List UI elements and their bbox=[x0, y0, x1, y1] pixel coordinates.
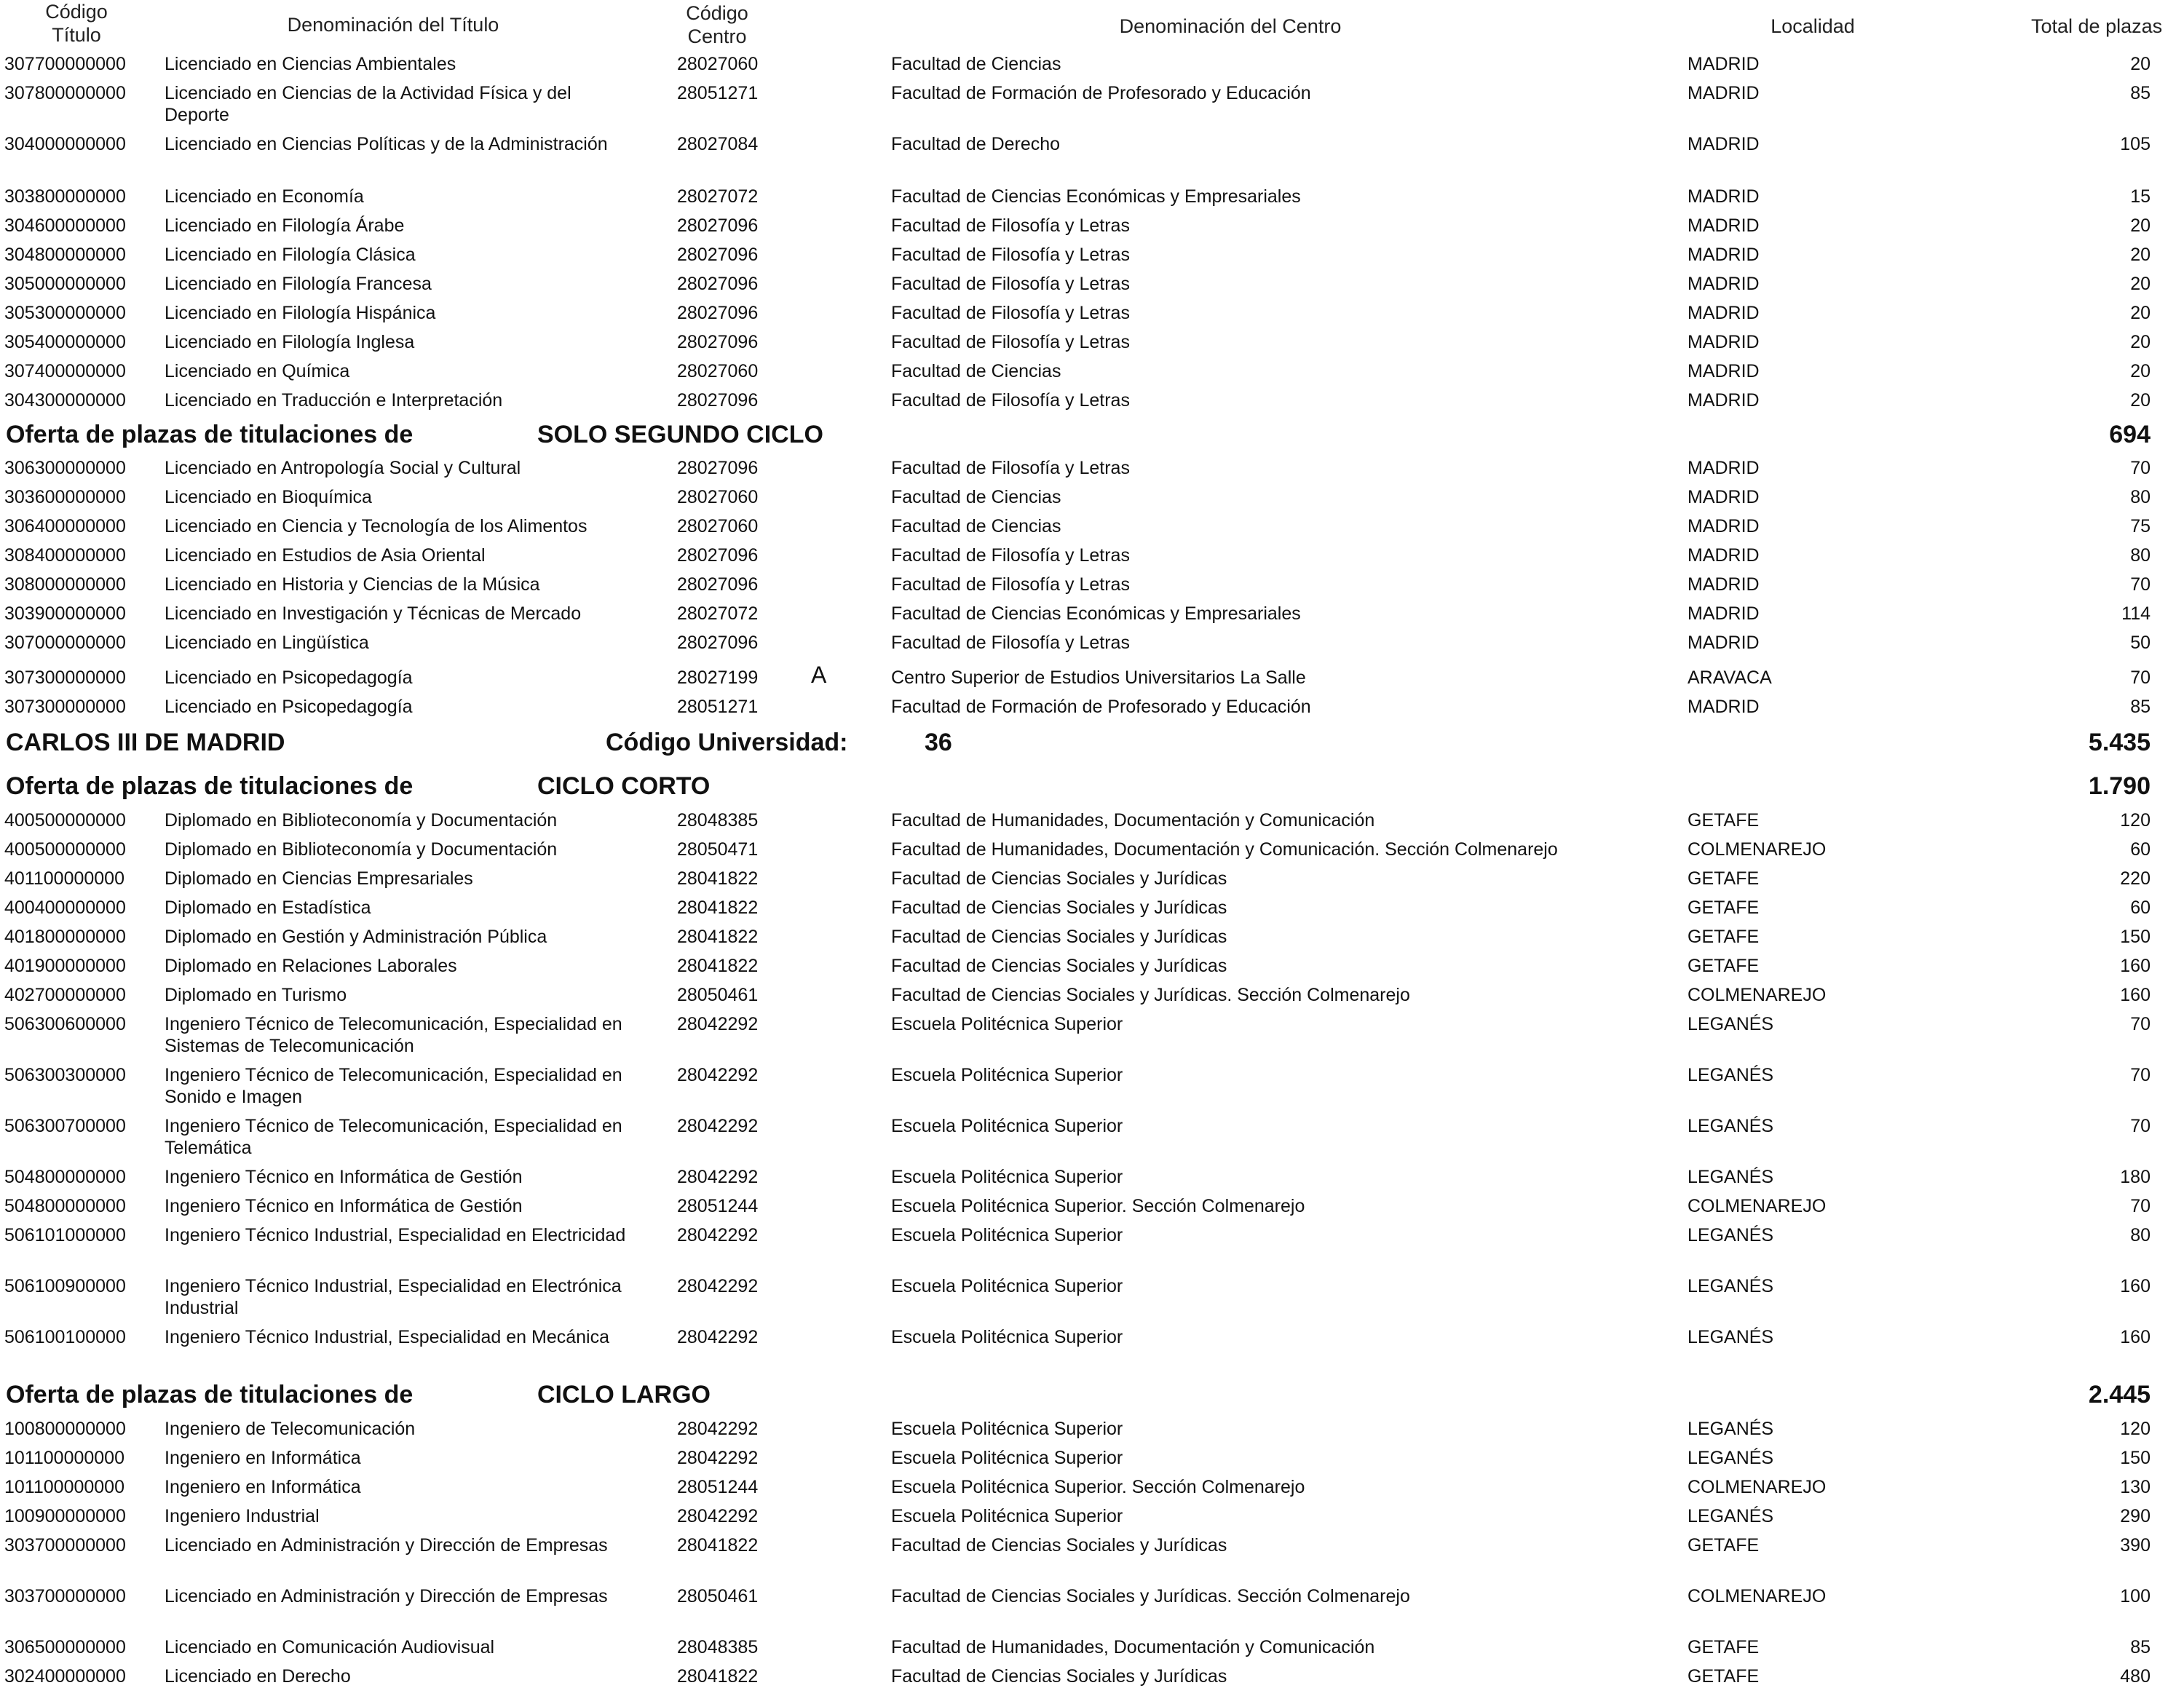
localidad: GETAFE bbox=[1688, 1666, 1760, 1687]
denominacion-centro: Escuela Politécnica Superior bbox=[891, 1419, 1123, 1439]
header-localidad: Localidad bbox=[1770, 15, 1855, 37]
total-plazas: 70 bbox=[2130, 1116, 2151, 1136]
denominacion-titulo: Ingeniero Industrial bbox=[165, 1506, 320, 1526]
denominacion-centro: Facultad de Ciencias Sociales y Jurídicas bbox=[891, 927, 1227, 947]
denominacion-titulo: Licenciado en Historia y Ciencias de la Música bbox=[165, 574, 540, 595]
localidad: MADRID bbox=[1688, 545, 1760, 566]
total-plazas: 75 bbox=[2130, 516, 2151, 536]
codigo-centro: 28027096 bbox=[677, 545, 759, 566]
denominacion-titulo: Ingeniero Técnico de Telecomunicación, Especialidad en Sonido e Imagen bbox=[165, 1065, 622, 1107]
section-label: Oferta de plazas de titulaciones de bbox=[6, 1381, 414, 1408]
denominacion-titulo: Licenciado en Ciencia y Tecnología de los Alimentos bbox=[165, 516, 587, 536]
header-total-plazas: Total de plazas bbox=[2031, 15, 2163, 37]
denominacion-titulo: Licenciado en Química bbox=[165, 361, 350, 381]
localidad: MADRID bbox=[1688, 487, 1760, 507]
codigo-centro: 28027060 bbox=[677, 54, 759, 74]
section-tipo: SOLO SEGUNDO CICLO bbox=[537, 421, 823, 448]
denominacion-centro: Facultad de Formación de Profesorado y Educación bbox=[891, 697, 1311, 717]
denominacion-centro: Facultad de Ciencias Sociales y Jurídicas bbox=[891, 868, 1227, 889]
total-plazas: 20 bbox=[2130, 54, 2151, 74]
codigo-centro: 28050461 bbox=[677, 985, 759, 1005]
codigo-centro: 28048385 bbox=[677, 1637, 759, 1657]
denominacion-titulo: Ingeniero Técnico Industrial, Especialidad en Electricidad bbox=[165, 1225, 626, 1245]
localidad: MADRID bbox=[1688, 332, 1760, 352]
codigo-titulo: 308000000000 bbox=[4, 574, 126, 595]
codigo-centro: 28051244 bbox=[677, 1477, 759, 1497]
total-plazas: 100 bbox=[2120, 1586, 2151, 1606]
codigo-centro: 28041822 bbox=[677, 927, 759, 947]
denominacion-centro: Facultad de Ciencias Económicas y Empresariales bbox=[891, 186, 1301, 207]
total-plazas: 20 bbox=[2130, 303, 2151, 323]
codigo-titulo: 307400000000 bbox=[4, 361, 126, 381]
codigo-titulo: 305400000000 bbox=[4, 332, 126, 352]
localidad: MADRID bbox=[1688, 603, 1760, 624]
codigo-centro: 28027096 bbox=[677, 332, 759, 352]
denominacion-centro: Facultad de Ciencias bbox=[891, 487, 1061, 507]
denominacion-titulo: Licenciado en Comunicación Audiovisual bbox=[165, 1637, 495, 1657]
denominacion-centro: Facultad de Ciencias Económicas y Empresariales bbox=[891, 603, 1301, 624]
denominacion-centro: Facultad de Filosofía y Letras bbox=[891, 545, 1130, 566]
codigo-centro: 28050461 bbox=[677, 1586, 759, 1606]
denominacion-titulo: Diplomado en Biblioteconomía y Documentación bbox=[165, 810, 558, 831]
codigo-titulo: 506300600000 bbox=[4, 1014, 126, 1034]
denominacion-centro: Facultad de Ciencias Sociales y Jurídicas bbox=[891, 1535, 1227, 1556]
denominacion-titulo: Ingeniero Técnico de Telecomunicación, Especialidad en Sistemas de Telecomunicación bbox=[165, 1014, 622, 1056]
codigo-centro: 28027096 bbox=[677, 390, 759, 411]
total-plazas: 85 bbox=[2130, 83, 2151, 103]
localidad: MADRID bbox=[1688, 633, 1760, 653]
codigo-centro: 28042292 bbox=[677, 1506, 759, 1526]
codigo-titulo: 506101000000 bbox=[4, 1225, 126, 1245]
codigo-centro: 28027084 bbox=[677, 134, 759, 154]
total-plazas: 150 bbox=[2120, 1448, 2151, 1468]
denominacion-centro: Escuela Politécnica Superior bbox=[891, 1506, 1123, 1526]
localidad: LEGANÉS bbox=[1688, 1167, 1774, 1187]
localidad: GETAFE bbox=[1688, 868, 1760, 889]
codigo-centro: 28027060 bbox=[677, 487, 759, 507]
localidad: MADRID bbox=[1688, 516, 1760, 536]
codigo-titulo: 307800000000 bbox=[4, 83, 126, 103]
codigo-centro: 28027096 bbox=[677, 458, 759, 478]
denominacion-centro: Facultad de Filosofía y Letras bbox=[891, 574, 1130, 595]
denominacion-centro: Facultad de Ciencias bbox=[891, 361, 1061, 381]
codigo-centro: 28027072 bbox=[677, 603, 759, 624]
total-plazas: 105 bbox=[2120, 134, 2151, 154]
denominacion-titulo: Licenciado en Filología Francesa bbox=[165, 274, 432, 294]
localidad: MADRID bbox=[1688, 303, 1760, 323]
total-plazas: 290 bbox=[2120, 1506, 2151, 1526]
localidad: MADRID bbox=[1688, 390, 1760, 411]
total-plazas: 390 bbox=[2120, 1535, 2151, 1556]
denominacion-titulo: Licenciado en Derecho bbox=[165, 1666, 351, 1687]
marca: A bbox=[811, 662, 827, 688]
codigo-titulo: 506300300000 bbox=[4, 1065, 126, 1085]
total-plazas: 130 bbox=[2120, 1477, 2151, 1497]
localidad: LEGANÉS bbox=[1688, 1327, 1774, 1347]
denominacion-centro: Escuela Politécnica Superior bbox=[891, 1167, 1123, 1187]
codigo-centro: 28042292 bbox=[677, 1448, 759, 1468]
codigo-centro: 28027060 bbox=[677, 516, 759, 536]
codigo-titulo: 504800000000 bbox=[4, 1196, 126, 1216]
localidad: MADRID bbox=[1688, 458, 1760, 478]
university-code-label: Código Universidad: bbox=[606, 729, 848, 756]
total-plazas: 80 bbox=[2130, 487, 2151, 507]
total-plazas: 160 bbox=[2120, 985, 2151, 1005]
codigo-titulo: 306300000000 bbox=[4, 458, 126, 478]
total-plazas: 480 bbox=[2120, 1666, 2151, 1687]
total-plazas: 120 bbox=[2120, 1419, 2151, 1439]
header-denominacion-centro: Denominación del Centro bbox=[1119, 15, 1342, 37]
denominacion-centro: Facultad de Filosofía y Letras bbox=[891, 215, 1130, 236]
localidad: LEGANÉS bbox=[1688, 1419, 1774, 1439]
localidad: LEGANÉS bbox=[1688, 1448, 1774, 1468]
denominacion-centro: Facultad de Ciencias bbox=[891, 54, 1061, 74]
total-plazas: 20 bbox=[2130, 390, 2151, 411]
denominacion-centro: Escuela Politécnica Superior bbox=[891, 1225, 1123, 1245]
localidad: MADRID bbox=[1688, 574, 1760, 595]
localidad: MADRID bbox=[1688, 361, 1760, 381]
codigo-centro: 28027096 bbox=[677, 303, 759, 323]
denominacion-centro: Facultad de Humanidades, Documentación y Comunicación bbox=[891, 810, 1375, 831]
denominacion-centro: Facultad de Ciencias Sociales y Jurídicas bbox=[891, 1666, 1227, 1687]
total-plazas: 160 bbox=[2120, 956, 2151, 976]
denominacion-titulo: Licenciado en Ciencias de la Actividad Física y del Deporte bbox=[165, 83, 571, 125]
localidad: LEGANÉS bbox=[1688, 1225, 1774, 1245]
denominacion-titulo: Licenciado en Psicopedagogía bbox=[165, 667, 413, 688]
denominacion-centro: Facultad de Filosofía y Letras bbox=[891, 458, 1130, 478]
denominacion-centro: Escuela Politécnica Superior. Sección Colmenarejo bbox=[891, 1196, 1305, 1216]
codigo-centro: 28051244 bbox=[677, 1196, 759, 1216]
denominacion-centro: Facultad de Ciencias Sociales y Jurídicas. Sección Colmenarejo bbox=[891, 985, 1410, 1005]
denominacion-titulo: Licenciado en Bioquímica bbox=[165, 487, 372, 507]
section-label: Oferta de plazas de titulaciones de bbox=[6, 772, 414, 800]
codigo-centro: 28027096 bbox=[677, 633, 759, 653]
codigo-centro: 28051271 bbox=[677, 83, 759, 103]
codigo-titulo: 101100000000 bbox=[4, 1448, 124, 1468]
localidad: COLMENAREJO bbox=[1688, 1196, 1827, 1216]
codigo-centro: 28050471 bbox=[677, 839, 759, 860]
denominacion-titulo: Diplomado en Turismo bbox=[165, 985, 347, 1005]
codigo-centro: 28042292 bbox=[677, 1116, 759, 1136]
university-name: CARLOS III DE MADRID bbox=[6, 729, 285, 756]
localidad: LEGANÉS bbox=[1688, 1116, 1774, 1136]
total-plazas: 160 bbox=[2120, 1276, 2151, 1296]
codigo-titulo: 303600000000 bbox=[4, 487, 126, 507]
localidad: COLMENAREJO bbox=[1688, 1586, 1827, 1606]
total-plazas: 60 bbox=[2130, 898, 2151, 918]
denominacion-titulo: Licenciado en Ciencias Ambientales bbox=[165, 54, 456, 74]
codigo-titulo: 304300000000 bbox=[4, 390, 126, 411]
codigo-centro: 28042292 bbox=[677, 1419, 759, 1439]
total-plazas: 50 bbox=[2130, 633, 2151, 653]
codigo-centro: 28041822 bbox=[677, 898, 759, 918]
denominacion-titulo: Licenciado en Filología Clásica bbox=[165, 245, 416, 265]
localidad: MADRID bbox=[1688, 697, 1760, 717]
denominacion-titulo: Ingeniero Técnico de Telecomunicación, Especialidad en Telemática bbox=[165, 1116, 622, 1158]
localidad: MADRID bbox=[1688, 54, 1760, 74]
total-plazas: 80 bbox=[2130, 1225, 2151, 1245]
denominacion-titulo: Licenciado en Traducción e Interpretación bbox=[165, 390, 503, 411]
localidad: MADRID bbox=[1688, 186, 1760, 207]
total-plazas: 70 bbox=[2130, 1014, 2151, 1034]
denominacion-titulo: Ingeniero Técnico Industrial, Especialidad en Mecánica bbox=[165, 1327, 610, 1347]
denominacion-titulo: Diplomado en Relaciones Laborales bbox=[165, 956, 457, 976]
codigo-centro: 28027199 bbox=[677, 667, 759, 688]
codigo-titulo: 306400000000 bbox=[4, 516, 126, 536]
denominacion-centro: Facultad de Derecho bbox=[891, 134, 1061, 154]
total-plazas: 114 bbox=[2121, 603, 2151, 624]
localidad: GETAFE bbox=[1688, 810, 1760, 831]
denominacion-centro: Escuela Politécnica Superior bbox=[891, 1276, 1123, 1296]
denominacion-titulo: Ingeniero en Informática bbox=[165, 1477, 361, 1497]
denominacion-centro: Escuela Politécnica Superior bbox=[891, 1014, 1123, 1034]
codigo-titulo: 506100900000 bbox=[4, 1276, 126, 1296]
denominacion-centro: Escuela Politécnica Superior bbox=[891, 1327, 1123, 1347]
codigo-titulo: 401800000000 bbox=[4, 927, 126, 947]
codigo-centro: 28027072 bbox=[677, 186, 759, 207]
codigo-titulo: 506300700000 bbox=[4, 1116, 126, 1136]
total-plazas: 220 bbox=[2120, 868, 2151, 889]
codigo-centro: 28048385 bbox=[677, 810, 759, 831]
denominacion-titulo: Licenciado en Psicopedagogía bbox=[165, 697, 413, 717]
codigo-titulo: 303900000000 bbox=[4, 603, 126, 624]
denominacion-titulo: Ingeniero en Informática bbox=[165, 1448, 361, 1468]
codigo-centro: 28027096 bbox=[677, 574, 759, 595]
codigo-titulo: 308400000000 bbox=[4, 545, 126, 566]
codigo-titulo: 504800000000 bbox=[4, 1167, 126, 1187]
denominacion-centro: Facultad de Filosofía y Letras bbox=[891, 332, 1130, 352]
total-plazas: 70 bbox=[2130, 574, 2151, 595]
header-codigo-centro: Código Centro bbox=[686, 2, 748, 47]
denominacion-centro: Centro Superior de Estudios Universitarios La Salle bbox=[891, 667, 1306, 688]
codigo-titulo: 402700000000 bbox=[4, 985, 126, 1005]
denominacion-titulo: Licenciado en Ciencias Políticas y de la Administración bbox=[165, 134, 608, 154]
denominacion-titulo: Ingeniero de Telecomunicación bbox=[165, 1419, 416, 1439]
denominacion-centro: Facultad de Formación de Profesorado y Educación bbox=[891, 83, 1311, 103]
denominacion-titulo: Licenciado en Antropología Social y Cultural bbox=[165, 458, 521, 478]
total-plazas: 160 bbox=[2120, 1327, 2151, 1347]
total-plazas: 20 bbox=[2130, 332, 2151, 352]
localidad: GETAFE bbox=[1688, 956, 1760, 976]
total-plazas: 70 bbox=[2130, 667, 2151, 688]
codigo-centro: 28041822 bbox=[677, 868, 759, 889]
denominacion-centro: Facultad de Filosofía y Letras bbox=[891, 633, 1130, 653]
total-plazas: 60 bbox=[2130, 839, 2151, 860]
denominacion-centro: Facultad de Ciencias Sociales y Jurídicas. Sección Colmenarejo bbox=[891, 1586, 1410, 1606]
codigo-centro: 28041822 bbox=[677, 1535, 759, 1556]
localidad: MADRID bbox=[1688, 274, 1760, 294]
localidad: LEGANÉS bbox=[1688, 1065, 1774, 1085]
codigo-titulo: 305000000000 bbox=[4, 274, 126, 294]
denominacion-titulo: Diplomado en Biblioteconomía y Documentación bbox=[165, 839, 558, 860]
university-code: 36 bbox=[925, 729, 952, 756]
denominacion-titulo: Licenciado en Administración y Dirección de Empresas bbox=[165, 1586, 608, 1606]
denominacion-titulo: Licenciado en Filología Hispánica bbox=[165, 303, 436, 323]
denominacion-titulo: Licenciado en Filología Inglesa bbox=[165, 332, 415, 352]
denominacion-titulo: Licenciado en Economía bbox=[165, 186, 364, 207]
codigo-titulo: 303700000000 bbox=[4, 1535, 126, 1556]
denominacion-centro: Facultad de Filosofía y Letras bbox=[891, 274, 1130, 294]
localidad: COLMENAREJO bbox=[1688, 985, 1827, 1005]
codigo-titulo: 302400000000 bbox=[4, 1666, 126, 1687]
denominacion-centro: Facultad de Ciencias bbox=[891, 516, 1061, 536]
codigo-titulo: 401100000000 bbox=[4, 868, 124, 889]
localidad: LEGANÉS bbox=[1688, 1506, 1774, 1526]
total-plazas: 70 bbox=[2130, 1065, 2151, 1085]
localidad: MADRID bbox=[1688, 134, 1760, 154]
codigo-titulo: 306500000000 bbox=[4, 1637, 126, 1657]
denominacion-centro: Escuela Politécnica Superior bbox=[891, 1116, 1123, 1136]
denominacion-centro: Escuela Politécnica Superior. Sección Colmenarejo bbox=[891, 1477, 1305, 1497]
total-plazas: 20 bbox=[2130, 215, 2151, 236]
codigo-titulo: 307000000000 bbox=[4, 633, 126, 653]
codigo-centro: 28042292 bbox=[677, 1225, 759, 1245]
total-plazas: 70 bbox=[2130, 1196, 2151, 1216]
section-tipo: CICLO CORTO bbox=[537, 772, 711, 800]
codigo-titulo: 400400000000 bbox=[4, 898, 126, 918]
denominacion-titulo: Licenciado en Administración y Dirección de Empresas bbox=[165, 1535, 608, 1556]
codigo-centro: 28041822 bbox=[677, 1666, 759, 1687]
codigo-titulo: 304600000000 bbox=[4, 215, 126, 236]
localidad: GETAFE bbox=[1688, 1637, 1760, 1657]
total-plazas: 120 bbox=[2120, 810, 2151, 831]
total-plazas: 150 bbox=[2120, 927, 2151, 947]
codigo-titulo: 400500000000 bbox=[4, 810, 126, 831]
localidad: GETAFE bbox=[1688, 1535, 1760, 1556]
university-total: 5.435 bbox=[2088, 729, 2151, 756]
denominacion-titulo: Licenciado en Estudios de Asia Oriental bbox=[165, 545, 486, 566]
localidad: LEGANÉS bbox=[1688, 1014, 1774, 1034]
denominacion-titulo: Diplomado en Ciencias Empresariales bbox=[165, 868, 473, 889]
denominacion-centro: Facultad de Humanidades, Documentación y Comunicación. Sección Colmenarejo bbox=[891, 839, 1558, 860]
denominacion-centro: Facultad de Filosofía y Letras bbox=[891, 245, 1130, 265]
header-codigo-titulo: Código Título bbox=[45, 1, 108, 46]
denominacion-centro: Facultad de Filosofía y Letras bbox=[891, 390, 1130, 411]
denominacion-centro: Escuela Politécnica Superior bbox=[891, 1065, 1123, 1085]
section-total: 2.445 bbox=[2088, 1381, 2151, 1408]
total-plazas: 85 bbox=[2130, 1637, 2151, 1657]
denominacion-centro: Facultad de Ciencias Sociales y Jurídicas bbox=[891, 956, 1227, 976]
denominacion-titulo: Ingeniero Técnico Industrial, Especialidad en Electrónica Industrial bbox=[165, 1276, 622, 1318]
codigo-titulo: 307700000000 bbox=[4, 54, 126, 74]
section-label: Oferta de plazas de titulaciones de bbox=[6, 421, 414, 448]
total-plazas: 180 bbox=[2120, 1167, 2151, 1187]
total-plazas: 20 bbox=[2130, 245, 2151, 265]
localidad: COLMENAREJO bbox=[1688, 839, 1827, 860]
denominacion-titulo: Ingeniero Técnico en Informática de Gestión bbox=[165, 1167, 523, 1187]
localidad: ARAVACA bbox=[1688, 667, 1772, 688]
codigo-titulo: 303800000000 bbox=[4, 186, 126, 207]
localidad: MADRID bbox=[1688, 245, 1760, 265]
codigo-titulo: 101100000000 bbox=[4, 1477, 124, 1497]
total-plazas: 20 bbox=[2130, 361, 2151, 381]
localidad: LEGANÉS bbox=[1688, 1276, 1774, 1296]
header-denominacion-titulo: Denominación del Título bbox=[287, 14, 499, 36]
section-tipo: CICLO LARGO bbox=[537, 1381, 711, 1408]
localidad: COLMENAREJO bbox=[1688, 1477, 1827, 1497]
codigo-centro: 28051271 bbox=[677, 697, 759, 717]
total-plazas: 20 bbox=[2130, 274, 2151, 294]
codigo-centro: 28027060 bbox=[677, 361, 759, 381]
denominacion-centro: Escuela Politécnica Superior bbox=[891, 1448, 1123, 1468]
codigo-titulo: 100800000000 bbox=[4, 1419, 126, 1439]
codigo-titulo: 307300000000 bbox=[4, 667, 126, 688]
denominacion-titulo: Licenciado en Investigación y Técnicas de Mercado bbox=[165, 603, 582, 624]
codigo-titulo: 307300000000 bbox=[4, 697, 126, 717]
codigo-titulo: 100900000000 bbox=[4, 1506, 126, 1526]
localidad: GETAFE bbox=[1688, 927, 1760, 947]
total-plazas: 85 bbox=[2130, 697, 2151, 717]
section-total: 1.790 bbox=[2088, 772, 2151, 800]
codigo-centro: 28042292 bbox=[677, 1276, 759, 1296]
codigo-centro: 28027096 bbox=[677, 245, 759, 265]
denominacion-centro: Facultad de Filosofía y Letras bbox=[891, 303, 1130, 323]
codigo-centro: 28041822 bbox=[677, 956, 759, 976]
total-plazas: 70 bbox=[2130, 458, 2151, 478]
codigo-centro: 28027096 bbox=[677, 274, 759, 294]
codigo-titulo: 400500000000 bbox=[4, 839, 126, 860]
denominacion-titulo: Licenciado en Filología Árabe bbox=[165, 215, 405, 236]
localidad: MADRID bbox=[1688, 215, 1760, 236]
denominacion-centro: Facultad de Humanidades, Documentación y Comunicación bbox=[891, 1637, 1375, 1657]
codigo-titulo: 305300000000 bbox=[4, 303, 126, 323]
codigo-titulo: 303700000000 bbox=[4, 1586, 126, 1606]
denominacion-titulo: Ingeniero Técnico en Informática de Gestión bbox=[165, 1196, 523, 1216]
total-plazas: 80 bbox=[2130, 545, 2151, 566]
codigo-centro: 28027096 bbox=[677, 215, 759, 236]
codigo-centro: 28042292 bbox=[677, 1065, 759, 1085]
codigo-titulo: 506100100000 bbox=[4, 1327, 126, 1347]
codigo-titulo: 304800000000 bbox=[4, 245, 126, 265]
section-total: 694 bbox=[2109, 421, 2151, 448]
codigo-centro: 28042292 bbox=[677, 1014, 759, 1034]
codigo-titulo: 304000000000 bbox=[4, 134, 126, 154]
denominacion-titulo: Diplomado en Gestión y Administración Pública bbox=[165, 927, 547, 947]
codigo-titulo: 401900000000 bbox=[4, 956, 126, 976]
total-plazas: 15 bbox=[2130, 186, 2151, 207]
localidad: MADRID bbox=[1688, 83, 1760, 103]
localidad: GETAFE bbox=[1688, 898, 1760, 918]
denominacion-titulo: Licenciado en Lingüística bbox=[165, 633, 369, 653]
denominacion-centro: Facultad de Ciencias Sociales y Jurídicas bbox=[891, 898, 1227, 918]
denominacion-titulo: Diplomado en Estadística bbox=[165, 898, 371, 918]
codigo-centro: 28042292 bbox=[677, 1167, 759, 1187]
codigo-centro: 28042292 bbox=[677, 1327, 759, 1347]
